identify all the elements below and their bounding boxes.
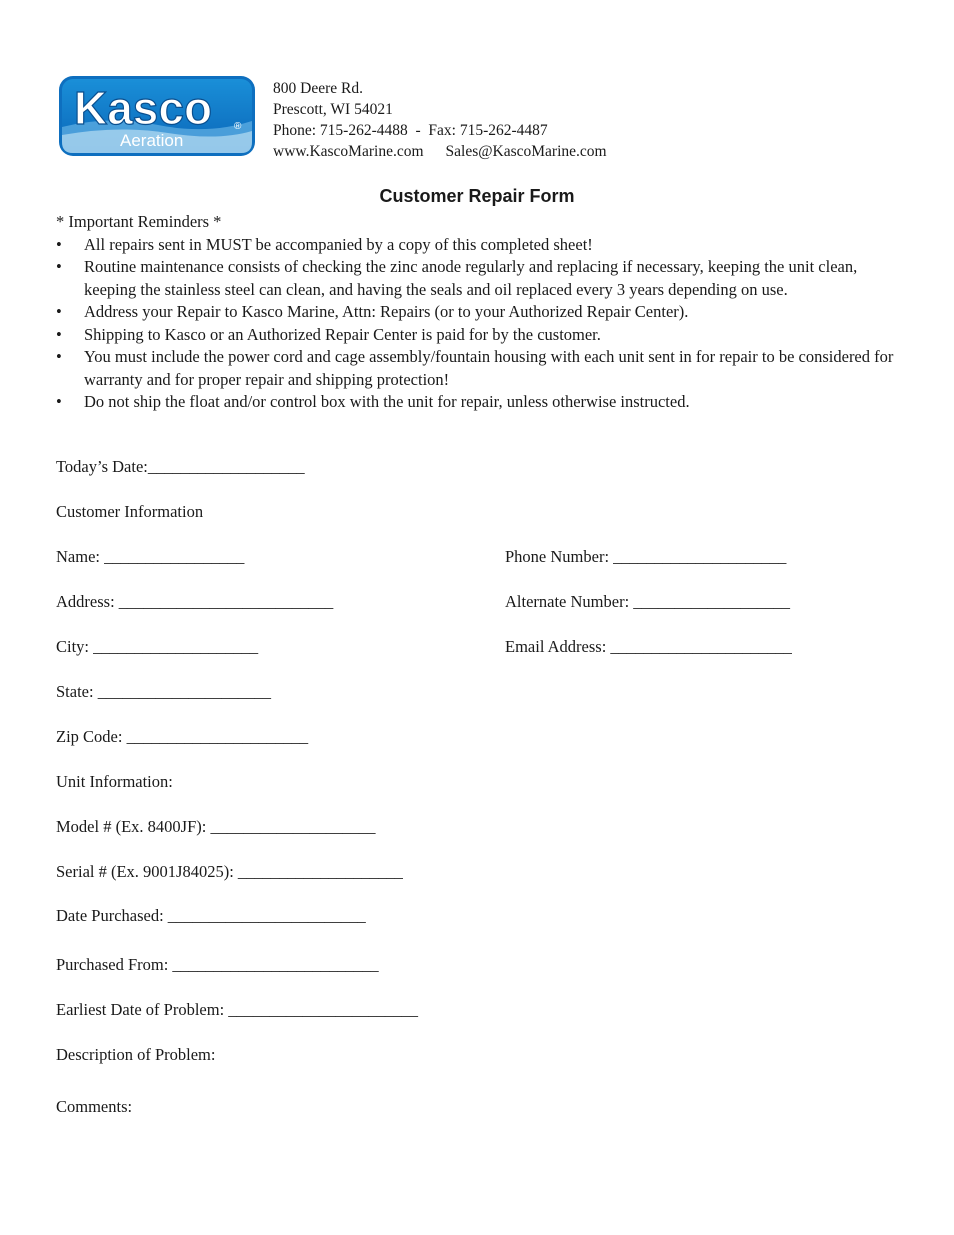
reminder-text: Do not ship the float and/or control box with the unit for repair, unless otherwise instructed. [84, 392, 690, 411]
list-item [56, 301, 896, 324]
company-address-block [273, 78, 607, 162]
serial-number-field[interactable]: Serial # (Ex. 9001J84025): ____________________ [56, 862, 403, 881]
important-reminders [56, 211, 896, 414]
date-purchased-field[interactable]: Date Purchased: ________________________ [56, 906, 366, 925]
bullet-icon: • [56, 257, 62, 276]
city-state-zip: Prescott, WI 54021 [273, 101, 393, 118]
earliest-date-field[interactable]: Earliest Date of Problem: _______________________ [56, 1000, 419, 1019]
list-item [56, 324, 896, 347]
reminders-list [56, 234, 896, 414]
reminder-text: Shipping to Kasco or an Authorized Repair Center is paid for by the customer. [84, 324, 601, 344]
bullet-icon: • [56, 392, 62, 411]
website-link[interactable]: www.KascoMarine.com [273, 143, 424, 160]
phone-number-field[interactable]: Phone Number: _____________________ [505, 547, 787, 566]
reminder-text: You must include the power cord and cage assembly/fountain housing with each unit sent in for repair to be considered for warranty and for proper repair and shipping protection! [84, 347, 894, 389]
phone-fax: Phone: 715-262-4488 - Fax: 715-262-4487 [273, 122, 548, 139]
name-field[interactable]: Name: _________________ [56, 547, 245, 566]
kasco-aeration-logo [58, 75, 256, 157]
list-item [56, 234, 896, 257]
unit-info-heading: Unit Information: [56, 772, 173, 791]
list-item [56, 391, 896, 414]
email-address-field[interactable]: Email Address: ______________________ [505, 637, 792, 656]
comments-label: Comments: [56, 1097, 133, 1116]
street-address: 800 Deere Rd. [273, 80, 363, 97]
bullet-icon: • [56, 324, 62, 344]
address-field[interactable]: Address: __________________________ [56, 592, 334, 611]
list-item [56, 256, 896, 301]
reminder-text: Routine maintenance consists of checking the zinc anode regularly and replacing if necessary, keeping the unit clean, keeping the stainless steel can clean, and having the seals and oil replaced every 3 years depending on use. [84, 257, 858, 299]
zip-code-field[interactable]: Zip Code: ______________________ [56, 727, 309, 746]
purchased-from-field[interactable]: Purchased From: _________________________ [56, 955, 379, 974]
state-field[interactable]: State: _____________________ [56, 682, 271, 701]
bullet-icon: • [56, 302, 62, 321]
logo-subtitle: Aeration [120, 131, 184, 150]
bullet-icon: • [56, 234, 62, 254]
email-link[interactable]: Sales@KascoMarine.com [445, 143, 607, 160]
reminder-text: All repairs sent in MUST be accompanied by a copy of this completed sheet! [84, 234, 593, 254]
city-field[interactable]: City: ____________________ [56, 637, 259, 656]
alternate-number-field[interactable]: Alternate Number: ___________________ [505, 592, 791, 611]
page-title: Customer Repair Form [379, 186, 575, 206]
web-contact-row [273, 141, 607, 162]
bullet-icon: • [56, 347, 62, 366]
reminder-text: Address your Repair to Kasco Marine, Attn: Repairs (or to your Authorized Repair Center). [84, 302, 689, 321]
todays-date-field[interactable]: Today’s Date:___________________ [56, 457, 305, 476]
list-item [56, 346, 896, 391]
description-label: Description of Problem: [56, 1045, 216, 1064]
reminders-heading: * Important Reminders * [56, 212, 222, 231]
model-number-field[interactable]: Model # (Ex. 8400JF): ____________________ [56, 817, 376, 836]
logo-registered-mark: ® [234, 121, 242, 132]
logo-wordmark: Kasco [74, 82, 213, 134]
customer-info-heading: Customer Information [56, 502, 204, 521]
